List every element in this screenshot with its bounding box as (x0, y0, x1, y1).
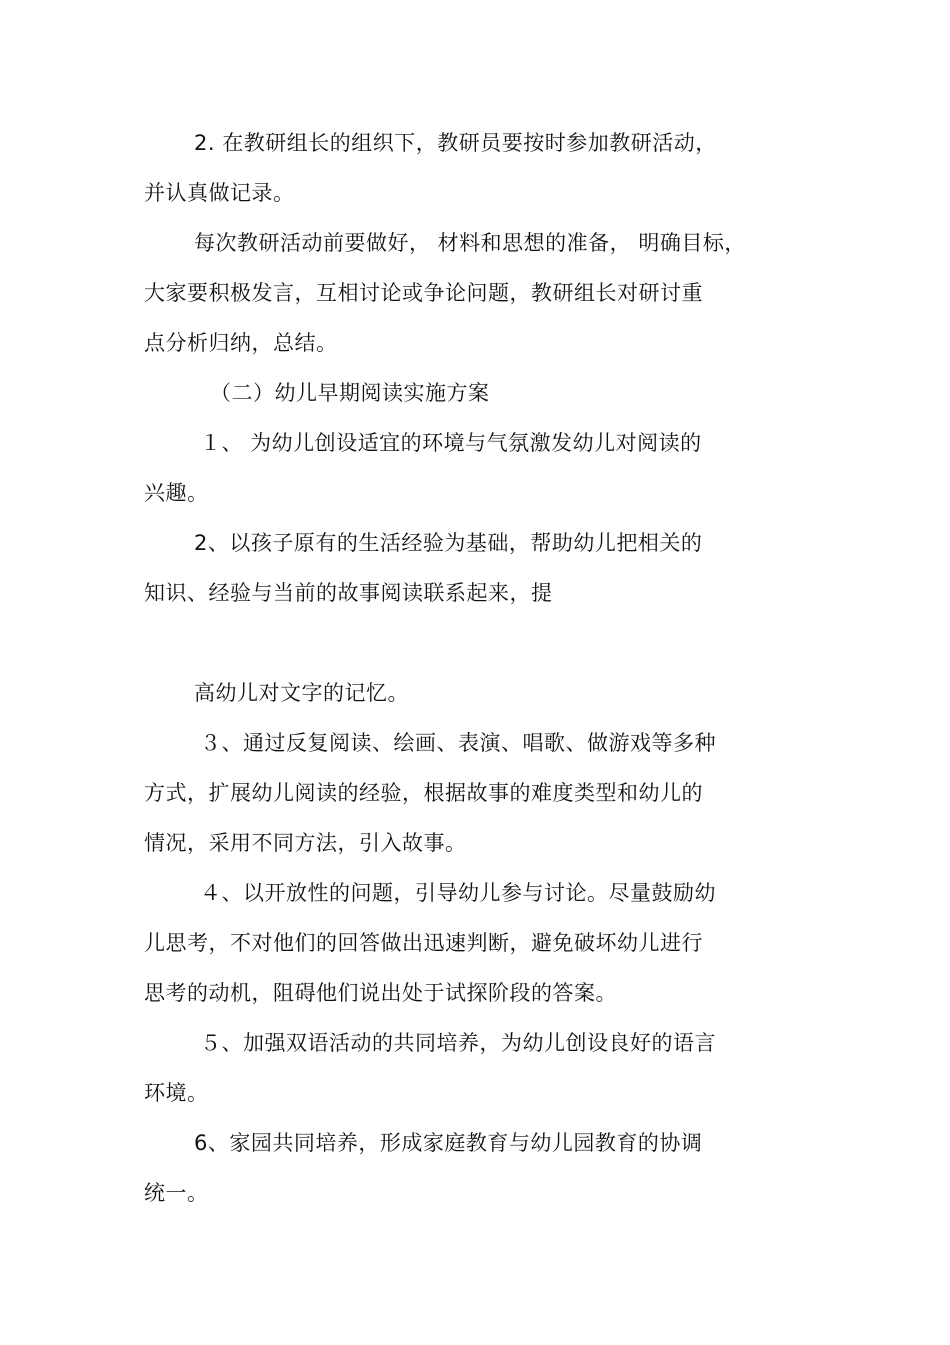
paragraph-line: 2. 在教研组长的组织下，教研员要按时参加教研活动， (194, 131, 717, 155)
paragraph-line: 点分析归纳，总结。 (144, 331, 338, 355)
section-heading: （二）幼儿早期阅读实施方案 (210, 381, 490, 405)
paragraph-line: ３、通过反复阅读、绘画、表演、唱歌、做游戏等多种 (200, 731, 716, 755)
paragraph-line: １、 为幼儿创设适宜的环境与气氛激发幼儿对阅读的 (200, 431, 702, 455)
paragraph-line: 统一。 (144, 1181, 209, 1205)
paragraph-line: 大家要积极发言，互相讨论或争论问题，教研组长对研讨重 (144, 281, 703, 305)
paragraph-line: 儿思考，不对他们的回答做出迅速判断，避免破坏幼儿进行 (144, 931, 703, 955)
paragraph-line: ４、以开放性的问题，引导幼儿参与讨论。尽量鼓励幼 (200, 881, 716, 905)
paragraph-line: 情况，采用不同方法，引入故事。 (144, 831, 467, 855)
paragraph-line: 环境。 (144, 1081, 209, 1105)
paragraph-line: 方式，扩展幼儿阅读的经验，根据故事的难度类型和幼儿的 (144, 781, 703, 805)
paragraph-line: 思考的动机，阻碍他们说出处于试探阶段的答案。 (144, 981, 617, 1005)
paragraph-line: 每次教研活动前要做好， 材料和思想的准备， 明确目标， (194, 231, 746, 255)
paragraph-line: 2、以孩子原有的生活经验为基础，帮助幼儿把相关的 (194, 531, 703, 555)
paragraph-line: ５、加强双语活动的共同培养，为幼儿创设良好的语言 (200, 1031, 716, 1055)
paragraph-line: 知识、经验与当前的故事阅读联系起来，提 (144, 581, 553, 605)
paragraph-line: 兴趣。 (144, 481, 209, 505)
paragraph-line: 高幼儿对文字的记忆。 (194, 681, 409, 705)
paragraph-line: 6、家园共同培养，形成家庭教育与幼儿园教育的协调 (194, 1131, 703, 1155)
paragraph-line: 并认真做记录。 (144, 181, 295, 205)
